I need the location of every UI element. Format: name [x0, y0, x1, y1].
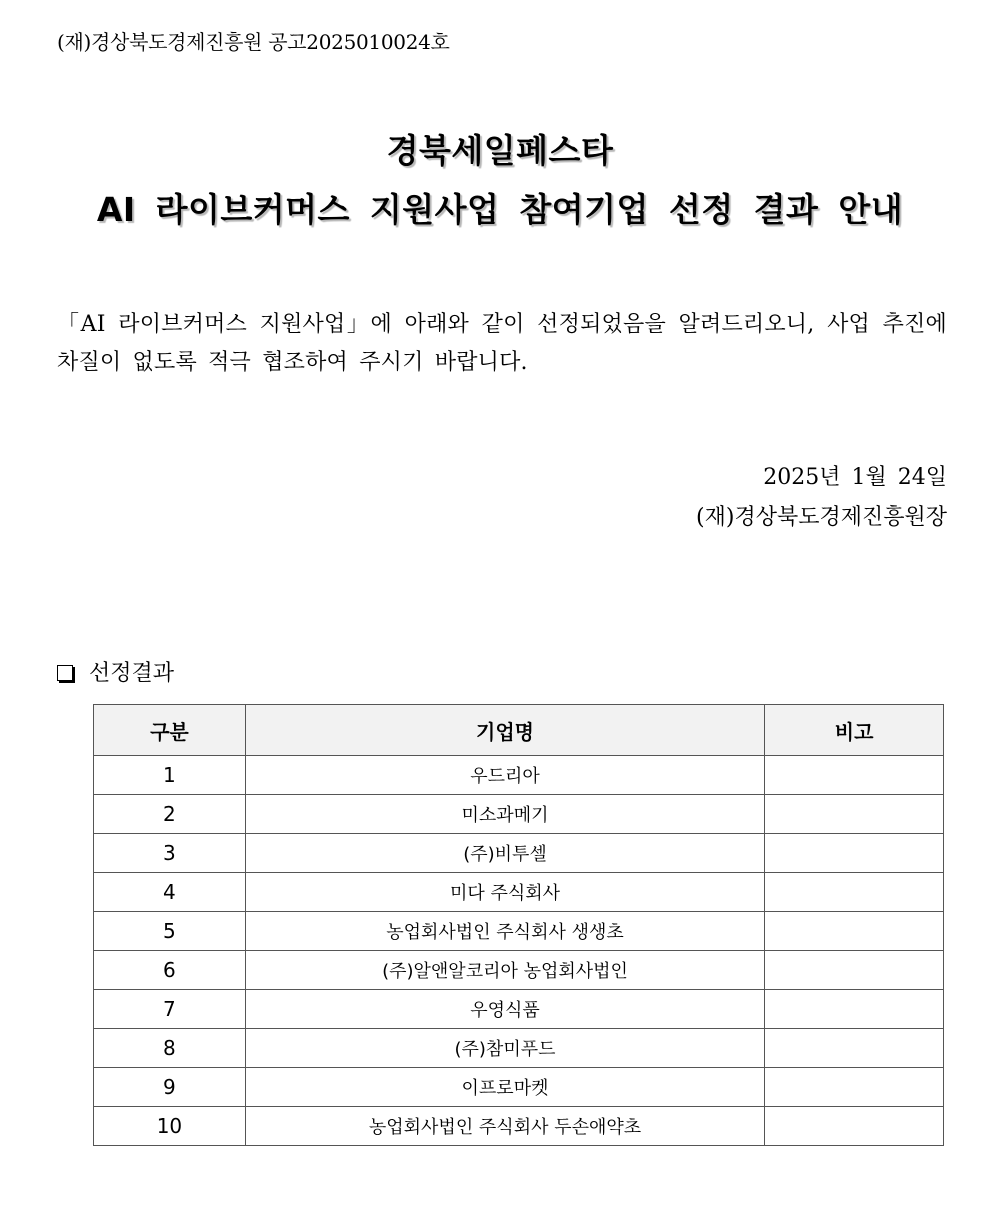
row-note	[765, 951, 944, 990]
checkbox-icon	[57, 665, 73, 681]
table-row	[94, 795, 944, 834]
row-note	[765, 1107, 944, 1146]
row-note	[765, 873, 944, 912]
row-number: 1	[94, 756, 246, 795]
page-subtitle-text: AI 라이브커머스 지원사업 참여기업 선정 결과 안내	[96, 190, 904, 229]
table-row	[94, 1068, 944, 1107]
row-number: 6	[94, 951, 246, 990]
header-category: 구분	[94, 705, 246, 756]
company-name: (주)참미푸드	[245, 1029, 764, 1068]
table-row	[94, 951, 944, 990]
announcement-date: 2025년 1월 24일	[763, 465, 947, 490]
notice-number: (재)경상북도경제진흥원 공고2025010024호	[57, 30, 450, 54]
table-row	[94, 1029, 944, 1068]
issuer-name: (재)경상북도경제진흥원장	[696, 505, 947, 530]
table-row	[94, 873, 944, 912]
row-note	[765, 756, 944, 795]
company-name: 우드리아	[245, 756, 764, 795]
company-name: 미소과메기	[245, 795, 764, 834]
row-note	[765, 834, 944, 873]
row-number: 5	[94, 912, 246, 951]
row-number: 4	[94, 873, 246, 912]
company-name: 농업회사법인 주식회사 생생초	[245, 912, 764, 951]
company-name: (주)알앤알코리아 농업회사법인	[245, 951, 764, 990]
company-name: 미다 주식회사	[245, 873, 764, 912]
company-name: 농업회사법인 주식회사 두손애약초	[245, 1107, 764, 1146]
row-number: 10	[94, 1107, 246, 1146]
row-note	[765, 1068, 944, 1107]
page-title: 경북세일페스타	[386, 131, 614, 170]
company-name: (주)비투셀	[245, 834, 764, 873]
row-number: 9	[94, 1068, 246, 1107]
company-name: 우영식품	[245, 990, 764, 1029]
row-note	[765, 912, 944, 951]
row-number: 2	[94, 795, 246, 834]
results-table	[93, 704, 944, 1146]
table-row	[94, 990, 944, 1029]
row-note	[765, 795, 944, 834]
announcement-paragraph: 「AI 라이브커머스 지원사업」에 아래와 같이 선정되었음을 알려드리오니, 사업 추진에 차질이 없도록 적극 협조하여 주시기 바랍니다.	[57, 312, 947, 375]
page-subtitle	[0, 184, 1000, 231]
row-note	[765, 990, 944, 1029]
company-name: 이프로마켓	[245, 1068, 764, 1107]
table-row	[94, 1107, 944, 1146]
table-row	[94, 756, 944, 795]
table-header-row	[94, 705, 944, 756]
row-number: 8	[94, 1029, 246, 1068]
table-row	[94, 834, 944, 873]
section-heading	[57, 656, 174, 687]
header-company: 기업명	[245, 705, 764, 756]
row-number: 7	[94, 990, 246, 1029]
header-note: 비고	[765, 705, 944, 756]
table-row	[94, 912, 944, 951]
row-note	[765, 1029, 944, 1068]
section-title: 선정결과	[89, 661, 175, 686]
row-number: 3	[94, 834, 246, 873]
